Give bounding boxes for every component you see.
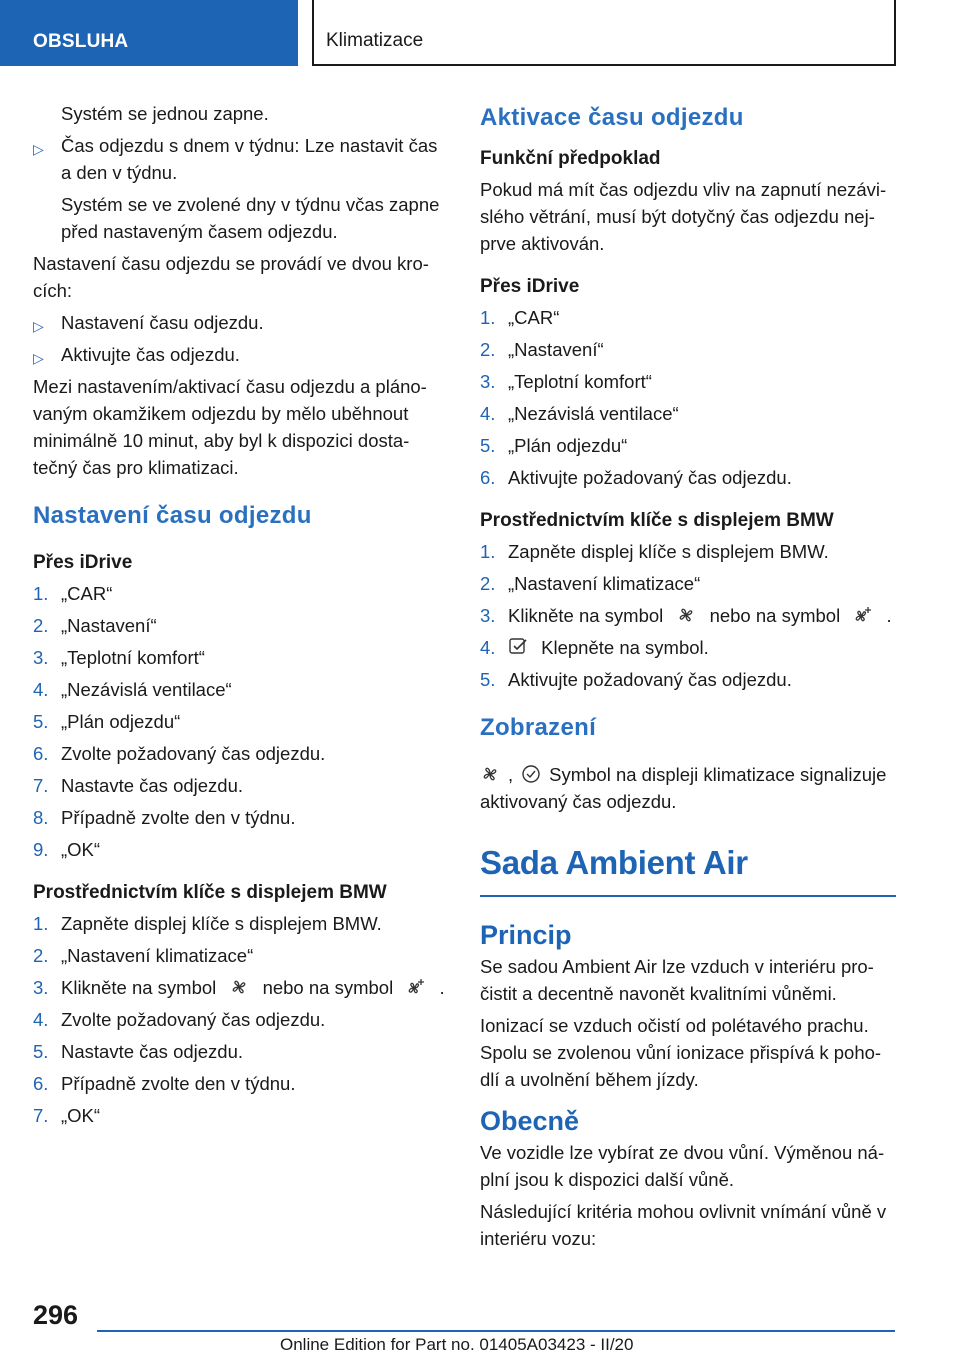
list-item: 8. Případně zvolte den v týdnu. — [33, 807, 296, 828]
list-item: 9. „OK“ — [33, 839, 101, 860]
list-item: 6. Zvolte požadovaný čas odjezdu. — [33, 743, 326, 764]
list-item: 7. „OK“ — [33, 1105, 101, 1126]
list-item: 5. „Plán odjezdu“ — [33, 711, 181, 732]
list-item: 2. „Nastavení“ — [480, 339, 604, 360]
intro-paragraph: Nastavení času odjezdu se provádí ve dvou kro-cích: — [33, 253, 429, 301]
list-item: 3. Klikněte na symbol nebo na symbol . — [480, 605, 892, 626]
fan-icon — [480, 764, 500, 784]
chapter-heading-ambient-air: Sada Ambient Air — [480, 843, 896, 897]
continued-text: Systém se jednou zapne. — [61, 103, 269, 124]
list-item: 5. Aktivujte požadovaný čas odjezdu. — [480, 669, 792, 690]
list-item: 1. Zapněte displej klíče s displejem BMW. — [480, 541, 829, 562]
list-item: 6. Aktivujte požadovaný čas odjezdu. — [480, 467, 792, 488]
list-item: 4. „Nezávislá ventilace“ — [480, 403, 679, 424]
activation-idrive-list — [480, 304, 896, 491]
subheading-idrive: Přes iDrive — [33, 552, 133, 573]
fan-icon — [676, 605, 696, 625]
header-section-tab — [0, 0, 298, 66]
list-item: 2. „Nastavení“ — [33, 615, 157, 636]
left-column — [33, 100, 449, 1134]
list-item: 4. „Nezávislá ventilace“ — [33, 679, 232, 700]
bullet-text: Čas odjezdu s dnem v týdnu: Lze nastavit čas a den v týdnu. — [61, 135, 438, 183]
bullet-text: Nastavení času odjezdu. — [61, 312, 264, 333]
list-item: 3. Klikněte na symbol nebo na symbol . — [33, 977, 445, 998]
timing-paragraph: Mezi nastavením/aktivací času odjezdu a pláno-vaným okamžikem odjezdu by mělo uběhnout minimálně 10 minut, aby byl k dispozici dosta-tečný čas pro klimatizaci. — [33, 376, 427, 478]
footer-edition: Online Edition for Part no. 01405A03423 - II/20 — [280, 1335, 634, 1354]
activation-key-list — [480, 538, 896, 693]
section-heading-activation: Aktivace času odjezdu — [480, 104, 744, 131]
principle-paragraph-1: Se sadou Ambient Air lze vzduch v interiéru pro-čistit a decentně navonět kvalitními vůněmi. — [480, 956, 874, 1004]
triangle-bullet-icon: ▷ — [33, 350, 44, 366]
list-item: 4. Zvolte požadovaný čas odjezdu. — [33, 1009, 326, 1030]
prerequisite-text: Pokud má mít čas odjezdu vliv na zapnutí nezávi-slého větrání, musí být dotyčný čas odjezdu nej-prve aktivován. — [480, 179, 887, 254]
subheading-key: Prostřednictvím klíče s displejem BMW — [33, 882, 387, 903]
section-heading-display: Zobrazení — [480, 714, 597, 741]
footer-divider — [97, 1330, 895, 1332]
list-item: 5. „Plán odjezdu“ — [480, 435, 628, 456]
triangle-bullet-icon: ▷ — [33, 318, 44, 334]
header-section-label: OBSLUHA — [33, 31, 129, 52]
list-item: 3. „Teplotní komfort“ — [480, 371, 652, 392]
day-sub-text: Systém se ve zvolené dny v týdnu včas zapne před nastaveným časem odjezdu. — [61, 194, 440, 242]
general-paragraph-2: Následující kritéria mohou ovlivnit vnímání vůně v interiéru vozu: — [480, 1201, 887, 1249]
subheading-idrive: Přes iDrive — [480, 276, 580, 297]
bullet-text: Aktivujte čas odjezdu. — [61, 344, 240, 365]
header-title: Klimatizace — [326, 30, 424, 51]
fan-plus-icon — [853, 605, 873, 625]
list-item: 6. Případně zvolte den v týdnu. — [33, 1073, 296, 1094]
page-number: 296 — [33, 1300, 79, 1330]
list-item: 1. Zapněte displej klíče s displejem BMW. — [33, 913, 382, 934]
bullet-departure-day — [33, 132, 449, 186]
list-item: 2. „Nastavení klimatizace“ — [33, 945, 254, 966]
list-item: 4. Klepněte na symbol. — [480, 637, 709, 658]
list-item: 3. „Teplotní komfort“ — [33, 647, 205, 668]
triangle-bullet-icon: ▷ — [33, 141, 44, 157]
list-item: 2. „Nastavení klimatizace“ — [480, 573, 701, 594]
heading-principle: Princip — [480, 920, 572, 950]
subheading-prerequisite: Funkční předpoklad — [480, 148, 661, 169]
header-title-box — [312, 0, 896, 66]
subheading-key: Prostřednictvím klíče s displejem BMW — [480, 510, 834, 531]
list-item: 7. Nastavte čas odjezdu. — [33, 775, 244, 796]
fan-plus-icon — [406, 977, 426, 997]
fan-icon — [229, 977, 249, 997]
bullet-activate — [33, 341, 449, 368]
heading-general: Obecně — [480, 1106, 580, 1136]
bullet-setting — [33, 309, 449, 336]
display-text: , Symbol na displeji klimatizace signalizuje aktivovaný čas odjezdu. — [480, 764, 887, 812]
principle-paragraph-2: Ionizací se vzduch očistí od polétavého prachu. Spolu se zvolenou vůní ionizace přispívá k poho-dlí a uvolnění během jízdy. — [480, 1015, 882, 1090]
list-item: 5. Nastavte čas odjezdu. — [33, 1041, 244, 1062]
key-steps-list — [33, 910, 449, 1129]
list-item: 1. „CAR“ — [480, 307, 560, 328]
idrive-steps-list — [33, 580, 449, 863]
general-paragraph-1: Ve vozidle lze vybírat ze dvou vůní. Výměnou ná-plní jsou k dispozici další vůně. — [480, 1142, 885, 1190]
right-column — [480, 100, 896, 1257]
list-item: 1. „CAR“ — [33, 583, 113, 604]
clock-icon — [521, 764, 541, 784]
section-heading-set-departure: Nastavení času odjezdu — [33, 502, 312, 529]
confirm-icon — [508, 637, 528, 657]
